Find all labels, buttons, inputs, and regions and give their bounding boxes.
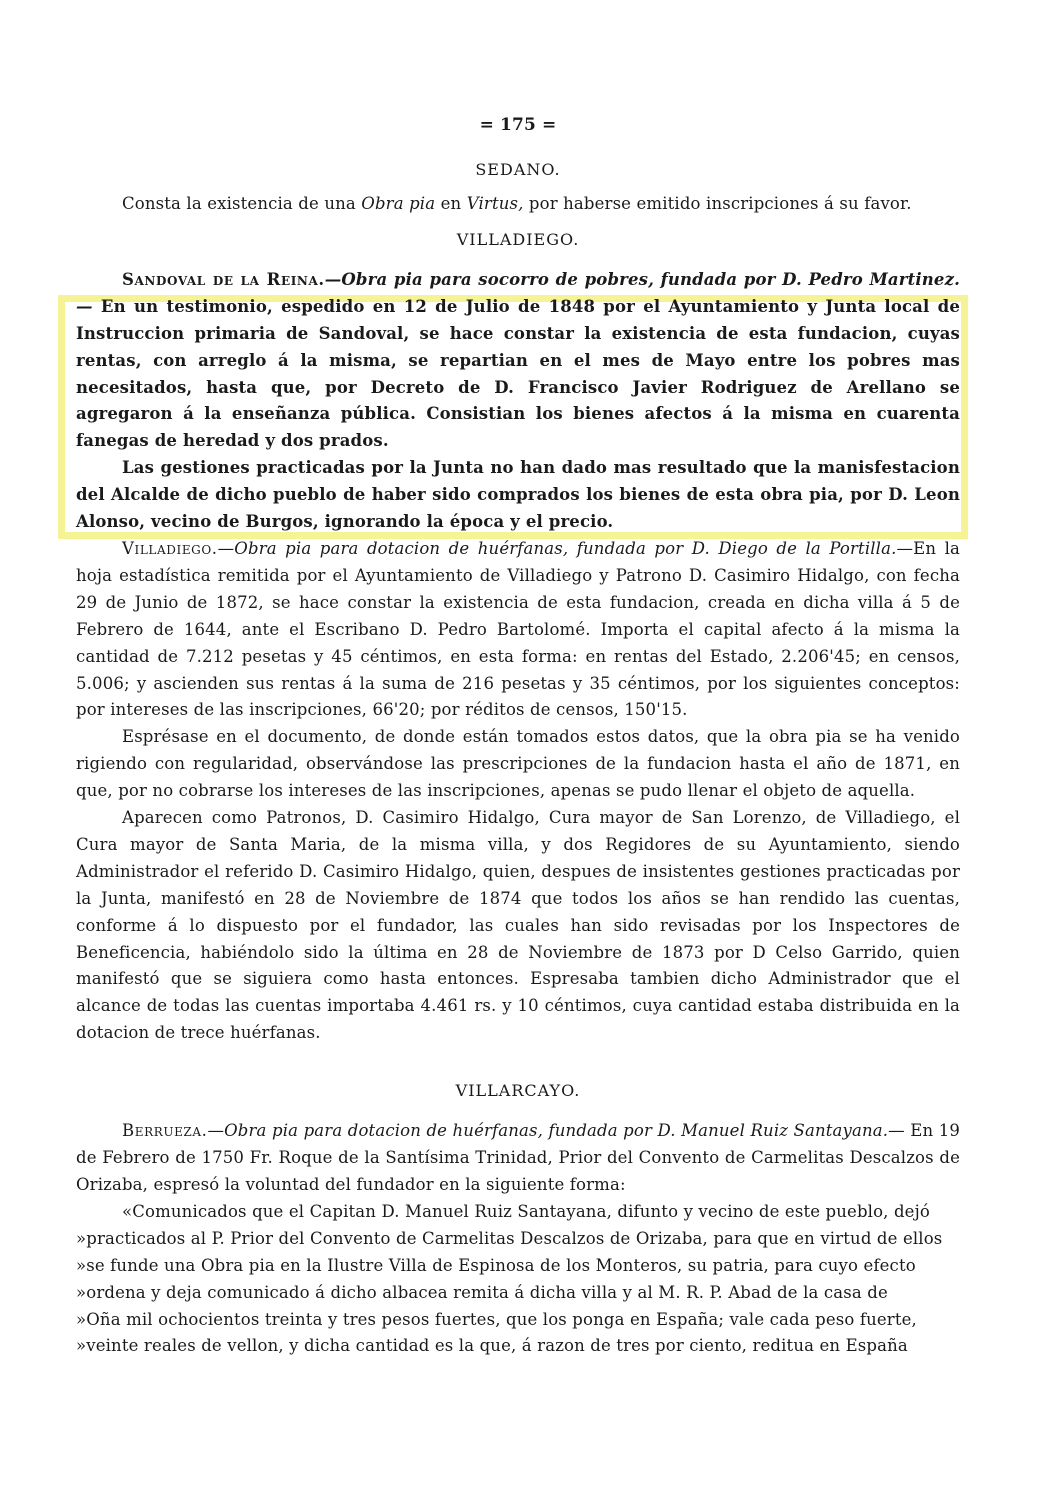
sandoval-entry <box>76 267 960 536</box>
entry-title: —Obra pia para dotacion de huérfanas, fundada por D. Diego de la Portilla. <box>217 538 897 558</box>
quote-line: »se funde una Obra pia en la Ilustre Villa de Espinosa de los Monteros, su patria, para cuyo efecto <box>76 1255 916 1275</box>
italic-run: Virtus, <box>466 194 524 213</box>
entry-title: —Obra pia para socorro de pobres, fundada por D. Pedro Martinez.— <box>76 269 960 316</box>
text-run: Consta la existencia de una <box>122 194 362 213</box>
text-run: en <box>435 194 467 213</box>
sandoval-paragraph-2: Las gestiones practicadas por la Junta no han dado mas resultado que la manisfestacion del Alcalde de dicho pueblo de haber sido comprados los bienes de esta obra pia, por D. Leon Alonso, vecino de Burgos, ignorando la época y el precio. <box>76 458 960 532</box>
entry-body: En 19 de Febrero de 1750 Fr. Roque de la Santísima Trinidad, Prior del Convento de Carmelitas Descalzos de Orizaba, espresó la voluntad del fundador en la siguiente forma: <box>76 1121 960 1194</box>
entry-body: En un testimonio, espedido en 12 de Julio de 1848 por el Ayuntamiento y Junta local de Instruccion primaria de Sandoval, se hace constar la existencia de esta fundacion, cuyas rentas, con arreglo á la misma, se repartian en el mes de Mayo entre los pobres mas necesitados, hasta que, por Decreto de D. Francisco Javier Rodriguez de Arellano se agregaron á la enseñanza pública. Consistian los bienes afectos á la misma en cuarenta fanegas de heredad y dos prados. <box>76 296 960 451</box>
entry-place-name: Villadiego. <box>122 538 218 558</box>
text-run: por haberse emitido inscripciones á su favor. <box>523 194 912 213</box>
entry-title: —Obra pia para dotacion de huérfanas, fundada por D. Manuel Ruiz Santayana.— <box>207 1121 905 1141</box>
document-page <box>76 112 960 1360</box>
berrueza-quote <box>76 1199 960 1360</box>
entry-place-name: Sandoval de la Reina. <box>122 269 325 289</box>
berrueza-paragraph <box>76 1118 960 1199</box>
quote-line: «Comunicados que el Capitan D. Manuel Ruiz Santayana, difunto y vecino de este pueblo, dejó <box>122 1201 930 1221</box>
quote-line: »practicados al P. Prior del Convento de Carmelitas Descalzos de Orizaba, para que en virtud de ellos <box>76 1228 943 1248</box>
section-heading-sedano: SEDANO. <box>475 160 561 179</box>
quote-line: »veinte reales de vellon, y dicha cantidad es la que, á razon de tres por ciento, reditua en España <box>76 1336 908 1356</box>
quote-line: »Oña mil ochocientos treinta y tres pesos fuertes, que los ponga en España; vale cada peso fuerte, <box>76 1309 917 1329</box>
italic-run: Obra pia <box>361 194 436 213</box>
villadiego-entry-paragraph <box>76 536 960 724</box>
page-number: = 175 = <box>479 115 557 135</box>
sandoval-paragraph <box>76 267 960 455</box>
villadiego-paragraph-2: Esprésase en el documento, de donde están tomados estos datos, que la obra pia se ha venido rigiendo con regularidad, observándose las prescripciones de la fundacion hasta el año de 1871, en que, por no cobrarse los intereses de las inscripciones, apenas se pudo llenar el objeto de aquella. <box>76 727 960 801</box>
sedano-paragraph <box>76 191 960 218</box>
section-heading-villadiego: VILLADIEGO. <box>456 229 580 249</box>
entry-body: —En la hoja estadística remitida por el Ayuntamiento de Villadiego y Patrono D. Casimiro Hidalgo, con fecha 29 de Junio de 1872, se hace constar la existencia de esta fundacion, creada en dicha villa á 5 de Febrero de 1644, ante el Escribano D. Pedro Bartolomé. Importa el capital afecto á la misma la cantidad de 7.212 pesetas y 45 céntimos, en esta forma: en rentas del Estado, 2.206'45; en censos, 5.006; y ascienden sus rentas á la suma de 216 pesetas y 35 céntimos, por los siguientes conceptos: por intereses de las inscripciones, 66'20; por réditos de censos, 150'15. <box>76 538 961 720</box>
villadiego-paragraph-3: Aparecen como Patronos, D. Casimiro Hidalgo, Cura mayor de San Lorenzo, de Villadiego, el Cura mayor de Santa Maria, de la misma villa, y dos Regidores de su Ayuntamiento, siendo Administrador el referido D. Casimiro Hidalgo, quien, despues de insistentes gestiones practicadas por la Junta, manifestó en 28 de Noviembre de 1874 que todos los años se han rendido las cuentas, conforme á lo dispuesto por el fundador, las cuales han sido revisadas por los Inspectores de Beneficencia, habiéndolo sido la última en 28 de Noviembre de 1873 por D Celso Garrido, quien manifestó que se siguiera como hasta entonces. Espresaba tambien dicho Administrador que el alcance de todas las cuentas importaba 4.461 rs. y 10 céntimos, cuya cantidad estaba distribuida en la dotacion de trece huérfanas. <box>76 808 960 1043</box>
entry-place-name: Berrueza. <box>122 1121 208 1141</box>
section-heading-villarcayo: VILLARCAYO. <box>455 1081 581 1101</box>
quote-line: »ordena y deja comunicado á dicho albacea remita á dicha villa y al M. R. P. Abad de la casa de <box>76 1282 888 1302</box>
